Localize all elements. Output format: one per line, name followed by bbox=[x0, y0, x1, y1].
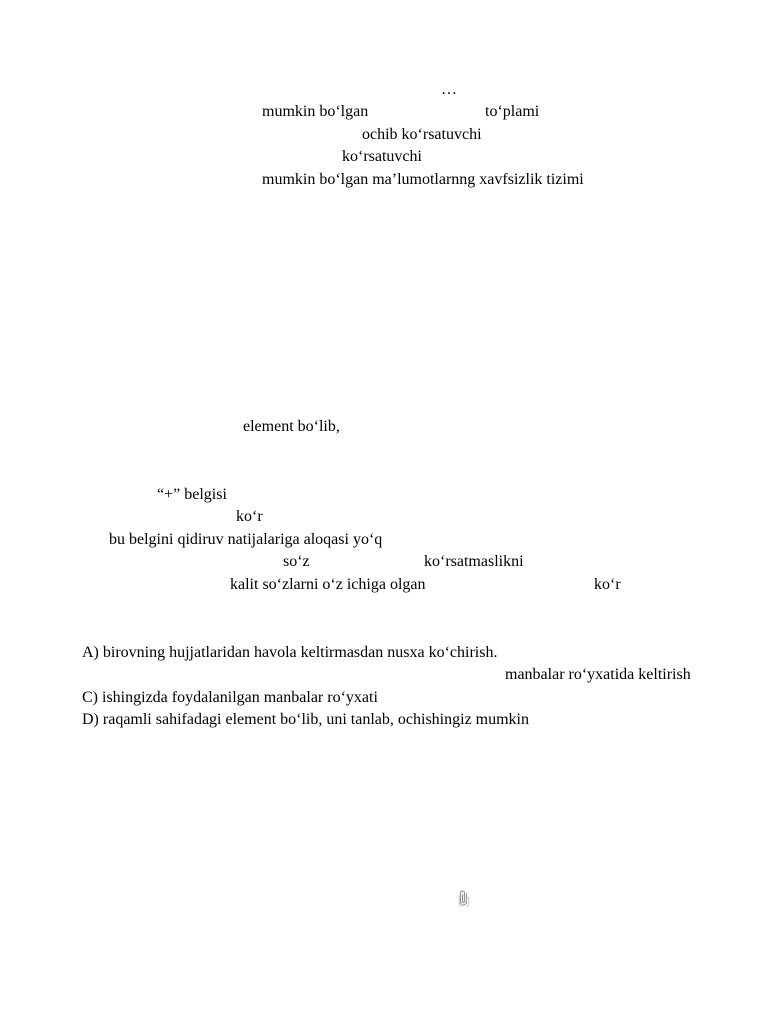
text-fragment: bu belgini qidiruv natijalariga aloqasi yo‘q bbox=[109, 531, 383, 548]
option-a: A) birovning hujjatlaridan havola keltirmasdan nusxa ko‘chirish. bbox=[82, 644, 498, 661]
text-fragment: so‘z bbox=[283, 553, 310, 570]
option-c: C) ishingizda foydalanilgan manbalar ro‘yxati bbox=[82, 689, 378, 706]
text-fragment: ko‘rsatuvchi bbox=[342, 148, 422, 165]
text-fragment: ko‘r bbox=[594, 576, 621, 593]
ellipsis: … bbox=[441, 81, 457, 98]
text-fragment: kalit so‘zlarni o‘z ichiga olgan bbox=[230, 576, 426, 593]
option-b-fragment: manbalar ro‘yxatida keltirish bbox=[505, 666, 691, 683]
text-fragment: to‘plami bbox=[485, 103, 540, 120]
text-fragment: ko‘rsatmaslikni bbox=[424, 553, 524, 570]
option-d: D) raqamli sahifadagi element bo‘lib, uni tanlab, ochishingiz mumkin bbox=[82, 711, 529, 728]
text-fragment: element bo‘lib, bbox=[243, 418, 340, 435]
text-fragment: mumkin bo‘lgan ma’lumotlarnng xavfsizlik tizimi bbox=[262, 171, 584, 188]
text-fragment: ko‘r bbox=[236, 508, 263, 525]
text-fragment: ochib ko‘rsatuvchi bbox=[362, 126, 482, 143]
text-fragment: mumkin bo‘lgan bbox=[262, 103, 369, 120]
text-fragment: “+” belgisi bbox=[157, 486, 227, 503]
paperclip-icon bbox=[457, 889, 471, 907]
